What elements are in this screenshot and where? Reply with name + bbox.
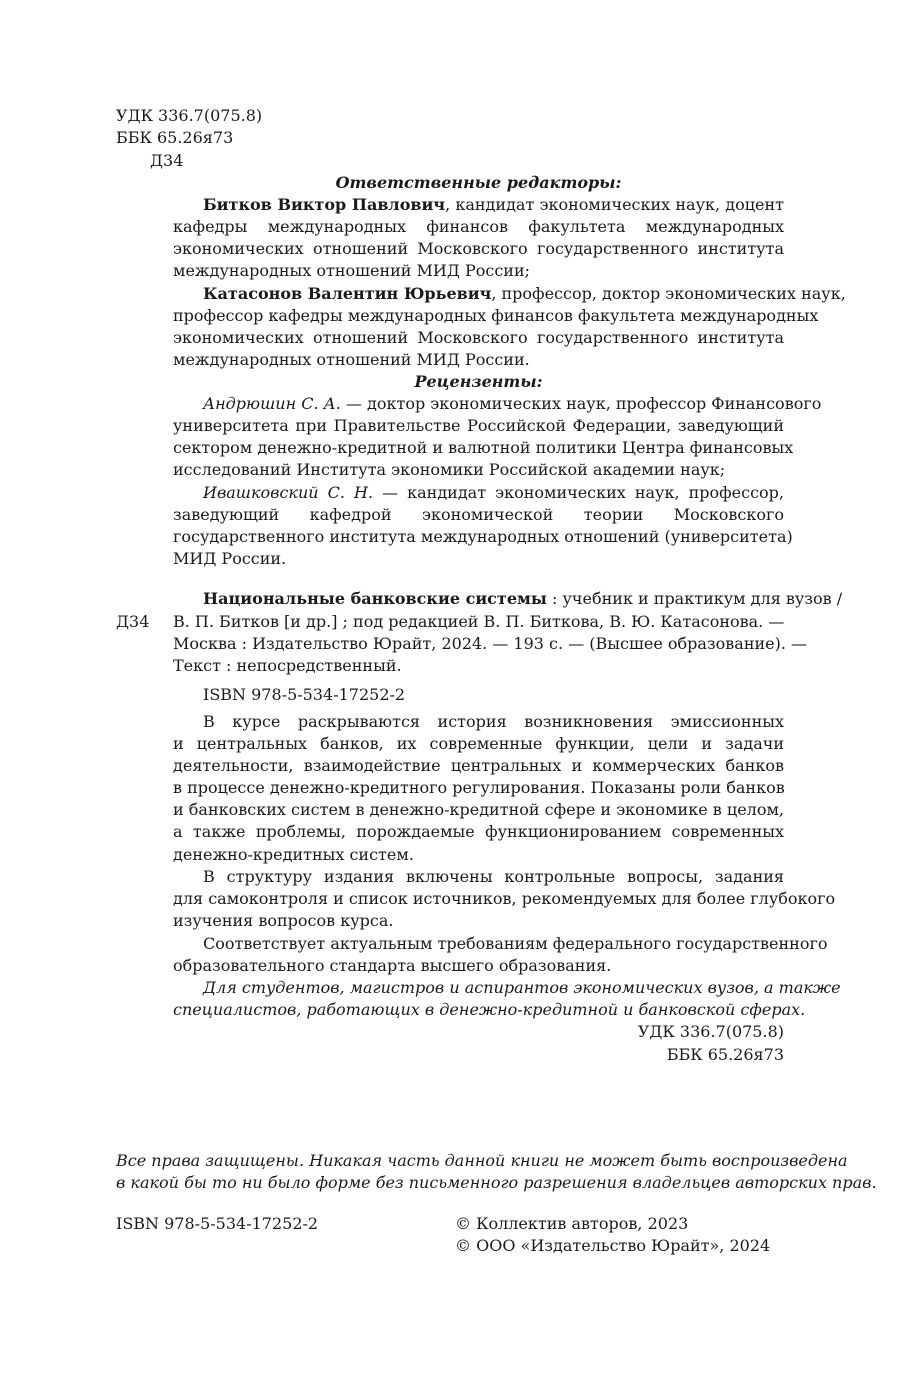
reviewer-2-line-2: заведующий кафедрой экономической теории Московского: [173, 505, 784, 524]
annotation-p1-line-7: денежно-кредитных систем.: [173, 845, 414, 864]
reviewer-2-line-3: государственного института международных отношений (университета): [173, 527, 793, 546]
reviewer-1-name: Андрюшин С. А.: [203, 394, 341, 413]
annotation-p4-line-1: Для студентов, магистров и аспирантов экономических вузов, а также: [203, 978, 841, 997]
editor-2-name: Катасонов Валентин Юрьевич: [203, 284, 492, 303]
reviewer-1-line-4: исследований Института экономики Российской академии наук;: [173, 460, 726, 479]
copyright-publisher: © ООО «Издательство Юрайт», 2024: [455, 1236, 771, 1255]
rights-line-2: в какой бы то ни было форме без письменного разрешения владельцев авторских прав.: [116, 1173, 877, 1192]
author-mark: Д34: [150, 151, 184, 170]
bbk-code: ББК 65.26я73: [116, 128, 234, 147]
editor-1-line-2: кафедры международных финансов факультета международных: [173, 217, 784, 236]
reviewer-2-line-4: МИД России.: [173, 549, 287, 568]
editors-heading: Ответственные редакторы:: [335, 173, 622, 192]
record-line-2: В. П. Битков [и др.] ; под редакцией В. П. Биткова, В. Ю. Катасонова. —: [173, 612, 785, 631]
reviewers-heading: Рецензенты:: [414, 372, 543, 391]
editor-2-line-2: профессор кафедры международных финансов факультета международных: [173, 306, 819, 325]
record-line-1: Национальные банковские системы : учебник и практикум для вузов /: [203, 589, 843, 608]
reviewer-1-line-3: сектором денежно-кредитной и валютной политики Центра финансовых: [173, 438, 794, 457]
annotation-p3-line-1: Соответствует актуальным требованиям федерального государственного: [203, 934, 828, 953]
editor-1-line-4: международных отношений МИД России;: [173, 261, 531, 280]
annotation-p1-line-2: и центральных банков, их современные функции, цели и задачи: [173, 734, 784, 753]
book-title: Национальные банковские системы: [203, 589, 547, 608]
editor-1-line-3: экономических отношений Московского государственного института: [173, 239, 784, 258]
rights-line-1: Все права защищены. Никакая часть данной книги не может быть воспроизведена: [116, 1151, 848, 1170]
annotation-p1-line-5: и банковских систем в денежно-кредитной сфере и экономике в целом,: [173, 800, 784, 819]
editor-2-line-3: экономических отношений Московского государственного института: [173, 328, 784, 347]
annotation-p1-line-3: деятельности, взаимодействие центральных и коммерческих банков: [173, 756, 784, 775]
reviewer-2-name: Ивашковский С. Н.: [203, 483, 374, 502]
record-line-3: Москва : Издательство Юрайт, 2024. — 193 с. — (Высшее образование). —: [173, 634, 808, 653]
editor-2-line-1: Катасонов Валентин Юрьевич, профессор, доктор экономических наук,: [203, 284, 846, 303]
record-line-4: Текст : непосредственный.: [173, 656, 402, 675]
copyright-authors: © Коллектив авторов, 2023: [455, 1214, 689, 1233]
editor-2-line-4: международных отношений МИД России.: [173, 350, 530, 369]
annotation-p4-line-2: специалистов, работающих в денежно-кредитной и банковской сферах.: [173, 1000, 806, 1019]
annotation-p1-line-4: в процессе денежно-кредитного регулирования. Показаны роли банков: [173, 778, 785, 797]
footer-isbn: ISBN 978-5-534-17252-2: [116, 1214, 319, 1233]
reviewer-1-line-2: университета при Правительстве Российской Федерации, заведующий: [173, 416, 784, 435]
annotation-bbk: ББК 65.26я73: [666, 1045, 784, 1064]
annotation-p3-line-2: образовательного стандарта высшего образования.: [173, 956, 612, 975]
annotation-p1-line-1: В курсе раскрываются история возникновения эмиссионных: [203, 712, 784, 731]
annotation-p2-line-1: В структуру издания включены контрольные вопросы, задания: [203, 867, 784, 886]
reviewer-1-line-1: Андрюшин С. А. — доктор экономических наук, профессор Финансового: [203, 394, 822, 413]
annotation-p2-line-2: для самоконтроля и список источников, рекомендуемых для более глубокого: [173, 889, 836, 908]
record-isbn: ISBN 978-5-534-17252-2: [203, 685, 406, 704]
udk-code: УДК 336.7(075.8): [116, 106, 263, 125]
editor-1-name: Битков Виктор Павлович: [203, 195, 446, 214]
reviewer-2-line-1: Ивашковский С. Н. — кандидат экономических наук, профессор,: [203, 483, 784, 502]
record-author-mark: Д34: [116, 612, 150, 631]
editor-1-line-1: Битков Виктор Павлович, кандидат экономических наук, доцент: [203, 195, 785, 214]
annotation-udk: УДК 336.7(075.8): [637, 1022, 784, 1041]
annotation-p2-line-3: изучения вопросов курса.: [173, 911, 394, 930]
annotation-p1-line-6: а также проблемы, порождаемые функционированием современных: [173, 822, 784, 841]
